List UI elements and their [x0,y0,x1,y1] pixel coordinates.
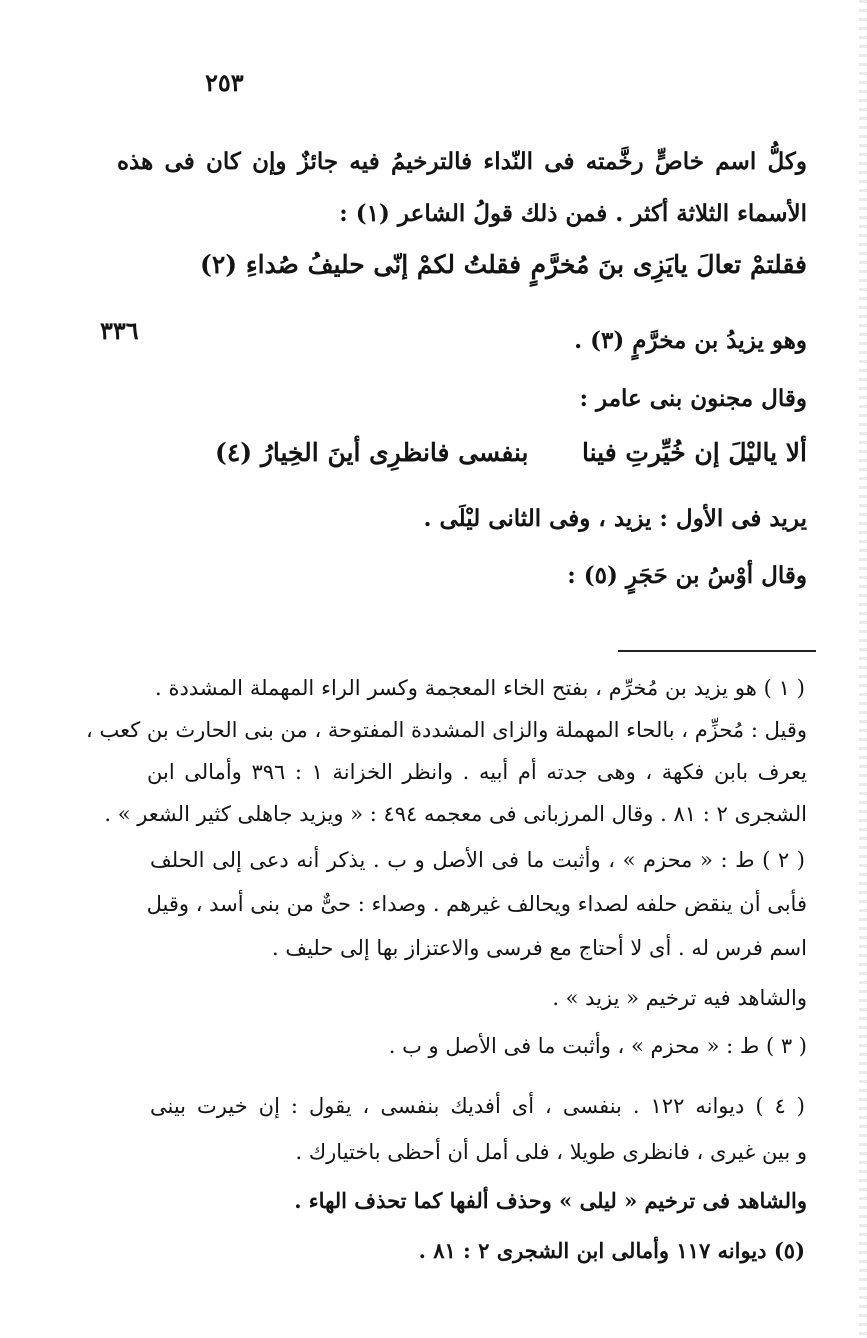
main-line-5: يريد فى الأول : يزيد ، وفى الثانى ليْلَى . [423,505,807,532]
verse-1-hemistich-2: فقلتُ لكمْ إنّى حليفُ صُداءِ (٢) [200,250,522,279]
footnote-line: و بين غيرى ، فانظرى طويلا ، فلى أمل أن أحظى باختيارك . [295,1140,807,1164]
verse-1-hemistich-1: فقلتمْ تعالَ يايَزِى بنَ مُخرَّمٍ [530,250,807,279]
main-line-2: الأسماء الثلاثة أكثر . فمن ذلك قولُ الشاعر (١) : [339,200,807,227]
verse-2-hemistich-2: بنفسى فانظرِى أينَ الخِيارُ (٤) [215,438,529,467]
footnote-line: فأبى أن ينقض حلفه لصداء ويحالف غيرهم . وصداء : حىٌّ من بنى أسد ، وقيل [146,892,807,916]
main-line-1: وكلُّ اسم خاصٍّ رخَّمته فى النّداء فالترخيمُ فيه جائزٌ وإن كان فى هذه [117,148,807,175]
footnote-line: (٥) ديوانه ١١٧ وأمالى ابن الشجرى ٢ : ٨١ . [418,1238,805,1263]
main-line-6: وقال أوْسُ بن حَجَرٍ (٥) : [567,562,807,589]
footnote-separator [618,650,816,652]
footnote-line: ( ٢ ) ط : « محزم » ، وأثبت ما فى الأصل و ب . يذكر أنه دعى إلى الحلف [150,848,805,872]
page-number-top: ٢٥٣ [205,68,244,97]
footnote-line: ( ١ ) هو يزيد بن مُخرِّم ، بفتح الخاء المعجمة وكسر الراء المهملة المشددة . [155,676,805,700]
footnote-line: ( ٤ ) ديوانه ١٢٢ . بنفسى ، أى أفديك بنفسى ، يقول : إن خيرت بينى [150,1094,805,1118]
main-line-4: وقال مجنون بنى عامر : [579,385,807,412]
footnote-line: الشجرى ٢ : ٨١ . وقال المرزبانى فى معجمه ٤٩٤ : « ويزيد جاهلى كثير الشعر » . [104,802,807,826]
page-number-margin: ٣٣٦ [100,316,139,345]
footnote-line: يعرف بابن فكهة ، وهى جدته أم أبيه . وانظر الخزانة ١ : ٣٩٦ وأمالى ابن [147,760,807,784]
footnote-line: ( ٣ ) ط : « محزم » ، وأثبت ما فى الأصل و ب . [388,1034,807,1058]
page-edge-shadow [859,0,867,1338]
footnote-line: والشاهد فيه ترخيم « يزيد » . [552,986,807,1010]
main-line-3: وهو يزيدُ بن مخرَّمٍ (٣) . [574,327,807,354]
verse-2-hemistich-1: ألا ياليْلَ إن خُيِّرتِ فينا [582,438,807,467]
footnote-line: والشاهد فى ترخيم « ليلى » وحذف ألفها كما تحذف الهاء . [294,1188,807,1213]
footnote-line: وقيل : مُحزِّم ، بالحاء المهملة والزاى المشددة المفتوحة ، من بنى الحارث بن كعب ، [86,718,807,742]
footnote-line: اسم فرس له . أى لا أحتاج مع فرسى والاعتزاز بها إلى حليف . [271,936,807,960]
